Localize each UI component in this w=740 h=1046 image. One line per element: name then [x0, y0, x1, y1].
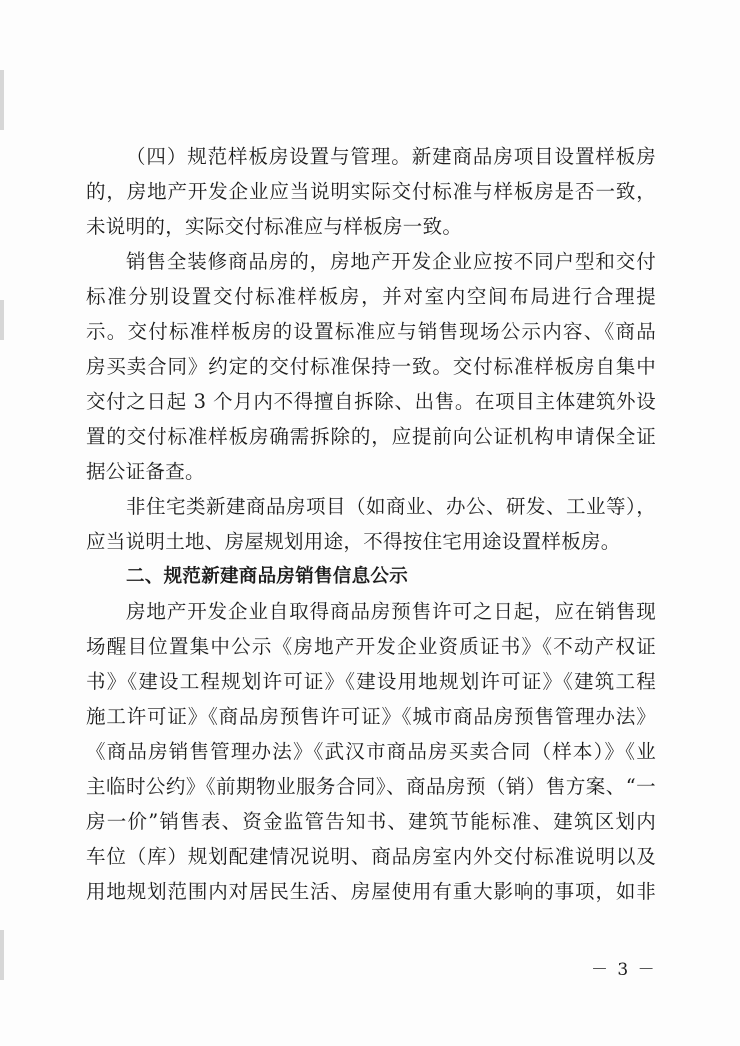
paragraph-line: 施工许可证》《商品房预售许可证》《城市商品房预售管理办法》 [86, 705, 656, 728]
paragraph-line: 房地产开发企业自取得商品房预售许可之日起，应在销售现 [126, 600, 656, 623]
paragraph-line: （四）规范样板房设置与管理。新建商品房项目设置样板房 [126, 145, 656, 168]
paragraph-line: 书》《建设工程规划许可证》《建设用地规划许可证》《建筑工程 [86, 670, 656, 693]
paragraph-line: 房买卖合同》约定的交付标准保持一致。交付标准样板房自集中 [86, 355, 656, 378]
scan-edge-mark [0, 930, 4, 980]
paragraph-line: 《商品房销售管理办法》《武汉市商品房买卖合同（样本）》《业 [86, 740, 656, 763]
page-number: － 3 － [591, 960, 657, 980]
paragraph-line: 未说明的，实际交付标准应与样板房一致。 [86, 215, 463, 238]
paragraph-line: 车位（库）规划配建情况说明、商品房室内外交付标准说明以及 [86, 845, 656, 868]
paragraph-line: 示。交付标准样板房的设置标准应与销售现场公示内容、《商品 [86, 320, 656, 343]
section-heading: 二、规范新建商品房销售信息公示 [126, 566, 409, 587]
paragraph-line: 主临时公约》《前期物业服务合同》、商品房预（销）售方案、“一 [86, 775, 656, 798]
paragraph-line: 销售全装修商品房的，房地产开发企业应按不同户型和交付 [126, 250, 656, 273]
paragraph-line: 用地规划范围内对居民生活、房屋使用有重大影响的事项，如非 [86, 880, 656, 903]
paragraph-line: 据公证备查。 [86, 460, 205, 483]
paragraph-line: 应当说明土地、房屋规划用途，不得按住宅用途设置样板房。 [86, 530, 621, 553]
paragraph-line: 标准分别设置交付标准样板房，并对室内空间布局进行合理提 [86, 285, 656, 308]
scan-edge-mark [0, 300, 4, 340]
scan-edge-mark [0, 70, 4, 130]
paragraph-line: 房一价”销售表、资金监管告知书、建筑节能标准、建筑区划内 [86, 810, 656, 833]
paragraph-line: 置的交付标准样板房确需拆除的，应提前向公证机构申请保全证 [86, 425, 656, 448]
paragraph-line: 的，房地产开发企业应当说明实际交付标准与样板房是否一致， [86, 180, 656, 203]
paragraph-line: 场醒目位置集中公示《房地产开发企业资质证书》《不动产权证 [86, 635, 656, 658]
paragraph-line: 交付之日起 3 个月内不得擅自拆除、出售。在项目主体建筑外设 [86, 390, 656, 413]
paragraph-line: 非住宅类新建商品房项目（如商业、办公、研发、工业等）， [126, 495, 656, 518]
